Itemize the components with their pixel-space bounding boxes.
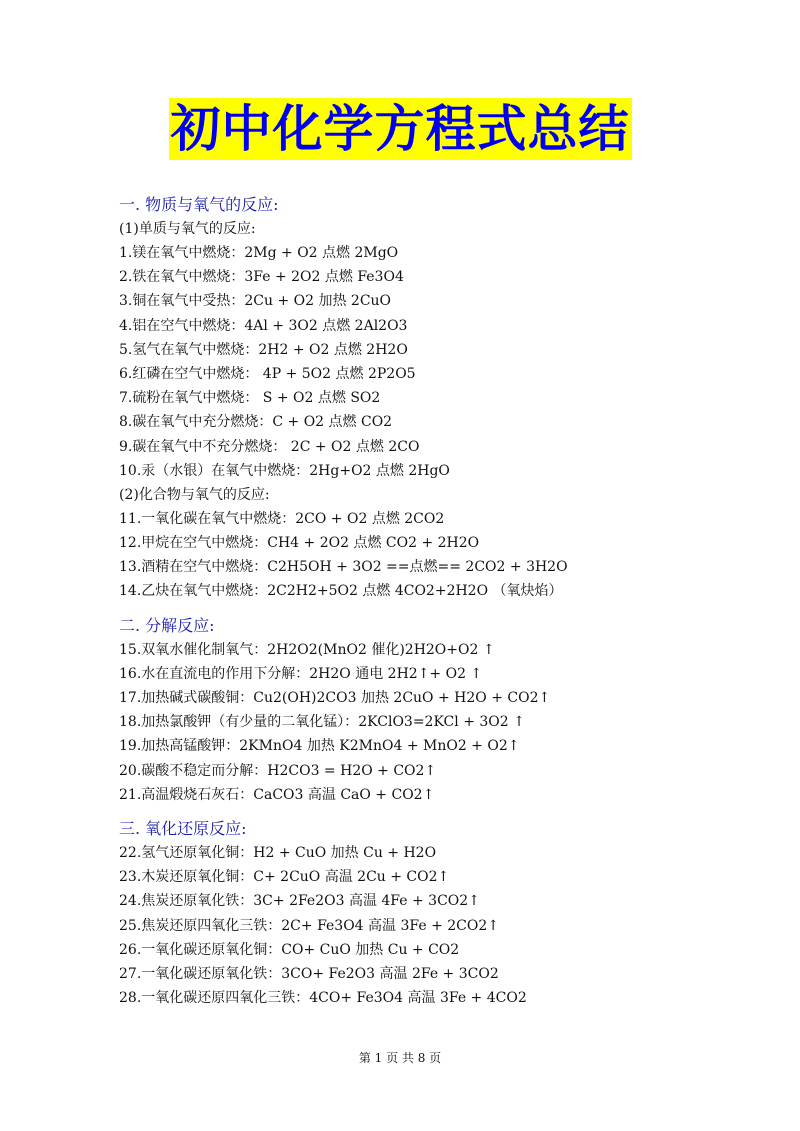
equation-line: 12.甲烷在空气中燃烧：CH4 + 2O2 点燃 CO2 + 2H2O [119, 535, 480, 552]
section-heading-redox: 三. 氧化还原反应: [119, 818, 247, 838]
equation-line: 8.碳在氧气中充分燃烧：C + O2 点燃 CO2 [119, 414, 393, 431]
equation-line: 11.一氧化碳在氧气中燃烧：2CO + O2 点燃 2CO2 [119, 510, 445, 527]
page-footer: 第 1 页 共 8 页 [358, 1051, 442, 1065]
equation-line: 6.红磷在空气中燃烧： 4P + 5O2 点燃 2P2O5 [119, 365, 416, 382]
title-wrapper [0, 98, 800, 160]
section-heading-oxygen-reactions: 一. 物质与氧气的反应: [119, 195, 279, 214]
equation-line: 16.水在直流电的作用下分解：2H2O 通电 2H2↑+ O2 ↑ [119, 665, 483, 682]
equation-line: 3.铜在氧气中受热：2Cu + O2 加热 2CuO [119, 293, 392, 310]
equation-line: 10.汞（水银）在氧气中燃烧：2Hg+O2 点燃 2HgO [119, 462, 450, 479]
equation-line: 9.碳在氧气中不充分燃烧： 2C + O2 点燃 2CO [119, 438, 420, 455]
equation-line: 14.乙炔在氧气中燃烧：2C2H2+5O2 点燃 4CO2+2H2O （氧炔焰） [119, 583, 563, 600]
document-title: 初中化学方程式总结 [170, 100, 630, 158]
section-heading-decomposition: 二. 分解反应: [119, 615, 215, 635]
equation-line: 13.酒精在空气中燃烧：C2H5OH + 3O2 ==点燃== 2CO2 + 3H2O [119, 559, 568, 576]
equation-line: 4.铝在空气中燃烧：4Al + 3O2 点燃 2Al2O3 [119, 317, 408, 334]
equation-line: 5.氢气在氧气中燃烧：2H2 + O2 点燃 2H2O [119, 341, 408, 358]
equation-line: 27.一氧化碳还原氧化铁：3CO+ Fe2O3 高温 2Fe + 3CO2 [119, 965, 499, 982]
equation-line: 2.铁在氧气中燃烧：3Fe + 2O2 点燃 Fe3O4 [119, 269, 404, 286]
subheading-elements-with-oxygen: (1)单质与氧气的反应: [119, 221, 256, 237]
equation-line: 25.焦炭还原四氧化三铁：2C+ Fe3O4 高温 3Fe + 2CO2↑ [119, 917, 499, 934]
equation-line: 26.一氧化碳还原氧化铜：CO+ CuO 加热 Cu + CO2 [119, 941, 460, 958]
equation-line: 1.镁在氧气中燃烧：2Mg + O2 点燃 2MgO [119, 245, 399, 261]
subheading-compounds-with-oxygen: (2)化合物与氧气的反应: [119, 486, 270, 503]
equation-line: 21.高温煅烧石灰石：CaCO3 高温 CaO + CO2↑ [119, 786, 435, 803]
equation-line: 7.硫粉在氧气中燃烧： S + O2 点燃 SO2 [119, 390, 381, 407]
equation-line: 24.焦炭还原氧化铁：3C+ 2Fe2O3 高温 4Fe + 3CO2↑ [119, 893, 480, 910]
equation-line: 17.加热碱式碳酸铜：Cu2(OH)2CO3 加热 2CuO + H2O + CO2↑ [119, 690, 551, 706]
equation-line: 15.双氧水催化制氧气：2H2O2(MnO2 催化)2H2O+O2 ↑ [119, 641, 495, 658]
equation-line: 20.碳酸不稳定而分解：H2CO3 = H2O + CO2↑ [119, 762, 437, 779]
equation-line: 18.加热氯酸钾（有少量的二氧化锰）：2KClO3=2KCl + 3O2 ↑ [119, 714, 525, 731]
equation-line: 28.一氧化碳还原四氧化三铁：4CO+ Fe3O4 高温 3Fe + 4CO2 [119, 990, 527, 1007]
equation-line: 22.氢气还原氧化铜：H2 + CuO 加热 Cu + H2O [119, 844, 437, 861]
document-body [119, 193, 779, 1010]
equation-line: 19.加热高锰酸钾：2KMnO4 加热 K2MnO4 + MnO2 + O2↑ [119, 738, 520, 755]
equation-line: 23.木炭还原氧化铜：C+ 2CuO 高温 2Cu + CO2↑ [119, 869, 450, 886]
